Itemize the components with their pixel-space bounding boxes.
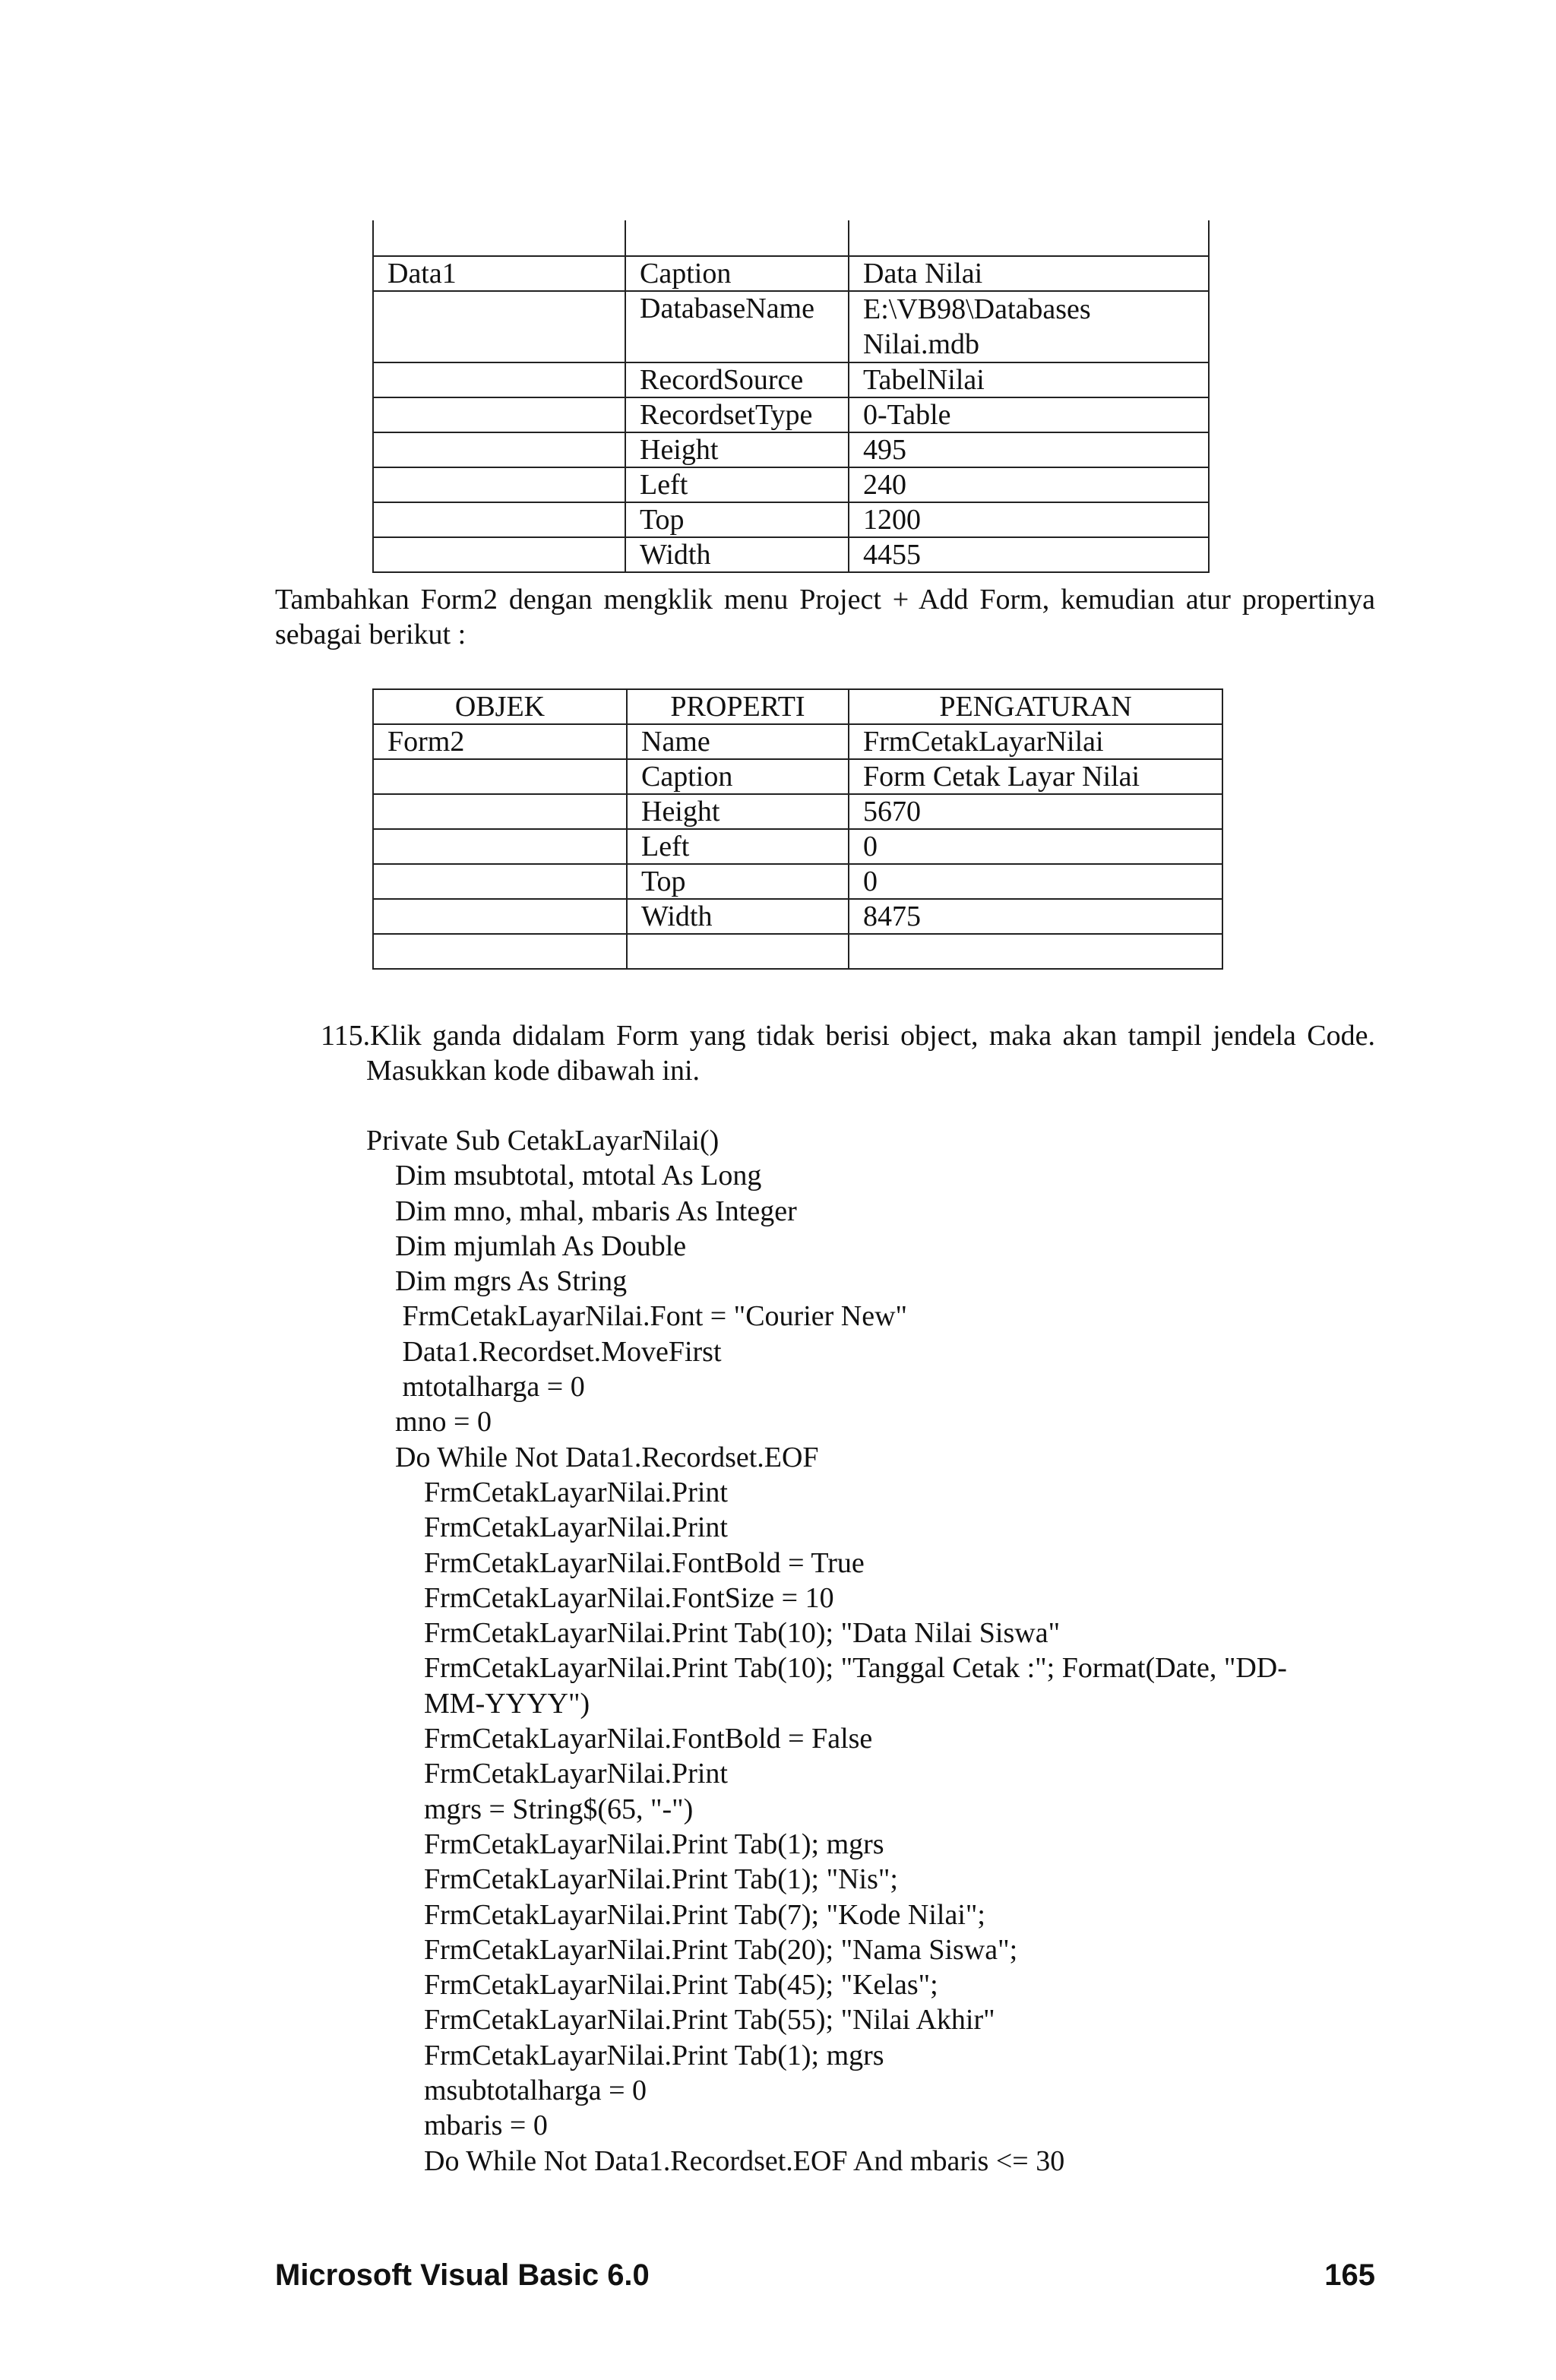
table-cell: 495 (849, 432, 1209, 467)
table-cell: Width (625, 537, 849, 572)
table-cell: DatabaseName (625, 291, 849, 362)
code-line: FrmCetakLayarNilai.Print Tab(1); "Nis"; (366, 1863, 898, 1896)
code-line: Dim msubtotal, mtotal As Long (366, 1160, 762, 1192)
table-cell: 1200 (849, 502, 1209, 537)
table-cell: 5670 (849, 794, 1222, 829)
code-line: FrmCetakLayarNilai.Print Tab(10); "Tanggal Cetak :"; Format(Date, "DD- (366, 1652, 1287, 1685)
code-line: FrmCetakLayarNilai.Print (366, 1476, 728, 1508)
code-line: FrmCetakLayarNilai.Print Tab(1); mgrs (366, 1828, 884, 1860)
code-line: FrmCetakLayarNilai.Print Tab(20); "Nama Siswa"; (366, 1933, 1018, 1966)
table-row (373, 397, 1209, 432)
step-text: Klik ganda didalam Form yang tidak berisi object, maka akan tampil jendela Code. Masukkan kode dibawah ini. (366, 1020, 1375, 1087)
code-line: FrmCetakLayarNilai.FontSize = 10 (366, 1581, 834, 1614)
table-row (373, 899, 1222, 934)
code-line: FrmCetakLayarNilai.Print Tab(7); "Kode Nilai"; (366, 1898, 985, 1931)
table-row-stub (373, 220, 1209, 256)
code-line: FrmCetakLayarNilai.Print Tab(45); "Kelas"; (366, 1969, 938, 2002)
code-line: Data1.Recordset.MoveFirst (366, 1335, 722, 1368)
table-cell (849, 934, 1222, 969)
table-row (373, 467, 1209, 502)
table-cell (373, 467, 625, 502)
table-cell: Width (627, 899, 849, 934)
code-line: msubtotalharga = 0 (366, 2075, 647, 2107)
table-cell: Data1 (373, 256, 625, 291)
table-row (373, 502, 1209, 537)
code-line: Do While Not Data1.Recordset.EOF (366, 1441, 819, 1473)
code-line: FrmCetakLayarNilai.FontBold = False (366, 1723, 873, 1755)
table-cell (373, 362, 625, 397)
table-cell: Form2 (373, 724, 627, 759)
table-cell: Name (627, 724, 849, 759)
code-line: Do While Not Data1.Recordset.EOF And mbaris <= 30 (366, 2144, 1065, 2177)
table-cell: 0 (849, 864, 1222, 899)
code-line: FrmCetakLayarNilai.Print (366, 1758, 728, 1790)
table-header-row (373, 689, 1222, 724)
table-cell: Height (625, 432, 849, 467)
code-line: mgrs = String$(65, "-") (366, 1793, 694, 1825)
table-row (373, 934, 1222, 969)
column-header: PROPERTI (627, 689, 849, 724)
step-115-paragraph (321, 1018, 1375, 1088)
table-cell (373, 829, 627, 864)
table-row (373, 864, 1222, 899)
properties-table-data1 (372, 220, 1210, 573)
table-cell (373, 432, 625, 467)
step-number: 115. (321, 1020, 371, 1052)
code-line: FrmCetakLayarNilai.Print Tab(1); mgrs (366, 2039, 884, 2071)
code-line: FrmCetakLayarNilai.Print Tab(10); "Data Nilai Siswa" (366, 1617, 1061, 1650)
table-cell: Data Nilai (849, 256, 1209, 291)
table-cell: Caption (625, 256, 849, 291)
code-line: mno = 0 (366, 1406, 492, 1438)
table-cell: 4455 (849, 537, 1209, 572)
table-cell: 8475 (849, 899, 1222, 934)
table-cell (373, 864, 627, 899)
table-cell (373, 899, 627, 934)
instruction-paragraph: Tambahkan Form2 dengan mengklik menu Project + Add Form, kemudian atur propertinya sebagai berikut : (275, 584, 1375, 650)
page-number: 165 (1324, 2258, 1375, 2292)
table-row (373, 256, 1209, 291)
table-row (373, 794, 1222, 829)
table-row (373, 724, 1222, 759)
table-cell (373, 759, 627, 794)
table-cell (373, 502, 625, 537)
table-cell: Form Cetak Layar Nilai (849, 759, 1222, 794)
table-cell: Left (627, 829, 849, 864)
code-line: FrmCetakLayarNilai.FontBold = True (366, 1546, 865, 1579)
table-cell: 0 (849, 829, 1222, 864)
code-line: FrmCetakLayarNilai.Font = "Courier New" (366, 1300, 908, 1333)
table-cell: RecordSource (625, 362, 849, 397)
code-line: FrmCetakLayarNilai.Print Tab(55); "Nilai Akhir" (366, 2004, 995, 2037)
table-cell: Height (627, 794, 849, 829)
table-cell: RecordsetType (625, 397, 849, 432)
footer-book-title: Microsoft Visual Basic 6.0 (275, 2258, 650, 2292)
code-line: Dim mjumlah As Double (366, 1230, 687, 1262)
table-row (373, 759, 1222, 794)
table-cell: Top (627, 864, 849, 899)
table-cell: 0-Table (849, 397, 1209, 432)
table-cell (373, 397, 625, 432)
properties-table-form2 (372, 688, 1223, 970)
table-row (373, 362, 1209, 397)
code-line: MM-YYYY") (366, 1687, 590, 1720)
table-cell (373, 794, 627, 829)
table-cell: Left (625, 467, 849, 502)
table-cell: Top (625, 502, 849, 537)
code-line: mbaris = 0 (366, 2109, 548, 2142)
table-row (373, 829, 1222, 864)
code-line: Dim mno, mhal, mbaris As Integer (366, 1195, 797, 1227)
table-cell (373, 537, 625, 572)
table-cell: Caption (627, 759, 849, 794)
code-line: mtotalharga = 0 (366, 1371, 585, 1404)
code-line: Dim mgrs As String (366, 1265, 628, 1298)
table-cell (627, 934, 849, 969)
code-line: FrmCetakLayarNilai.Print (366, 1511, 728, 1544)
table-cell: 240 (849, 467, 1209, 502)
table-cell: FrmCetakLayarNilai (849, 724, 1222, 759)
table-cell (373, 934, 627, 969)
table-row (373, 291, 1209, 362)
column-header: PENGATURAN (849, 689, 1222, 724)
column-header: OBJEK (373, 689, 627, 724)
code-line: Private Sub CetakLayarNilai() (366, 1125, 719, 1157)
code-listing (366, 1123, 1384, 2179)
table-cell: TabelNilai (849, 362, 1209, 397)
table-cell: E:\VB98\Databases Nilai.mdb (849, 291, 1209, 362)
table-row (373, 537, 1209, 572)
table-row (373, 432, 1209, 467)
table-cell (373, 291, 625, 362)
